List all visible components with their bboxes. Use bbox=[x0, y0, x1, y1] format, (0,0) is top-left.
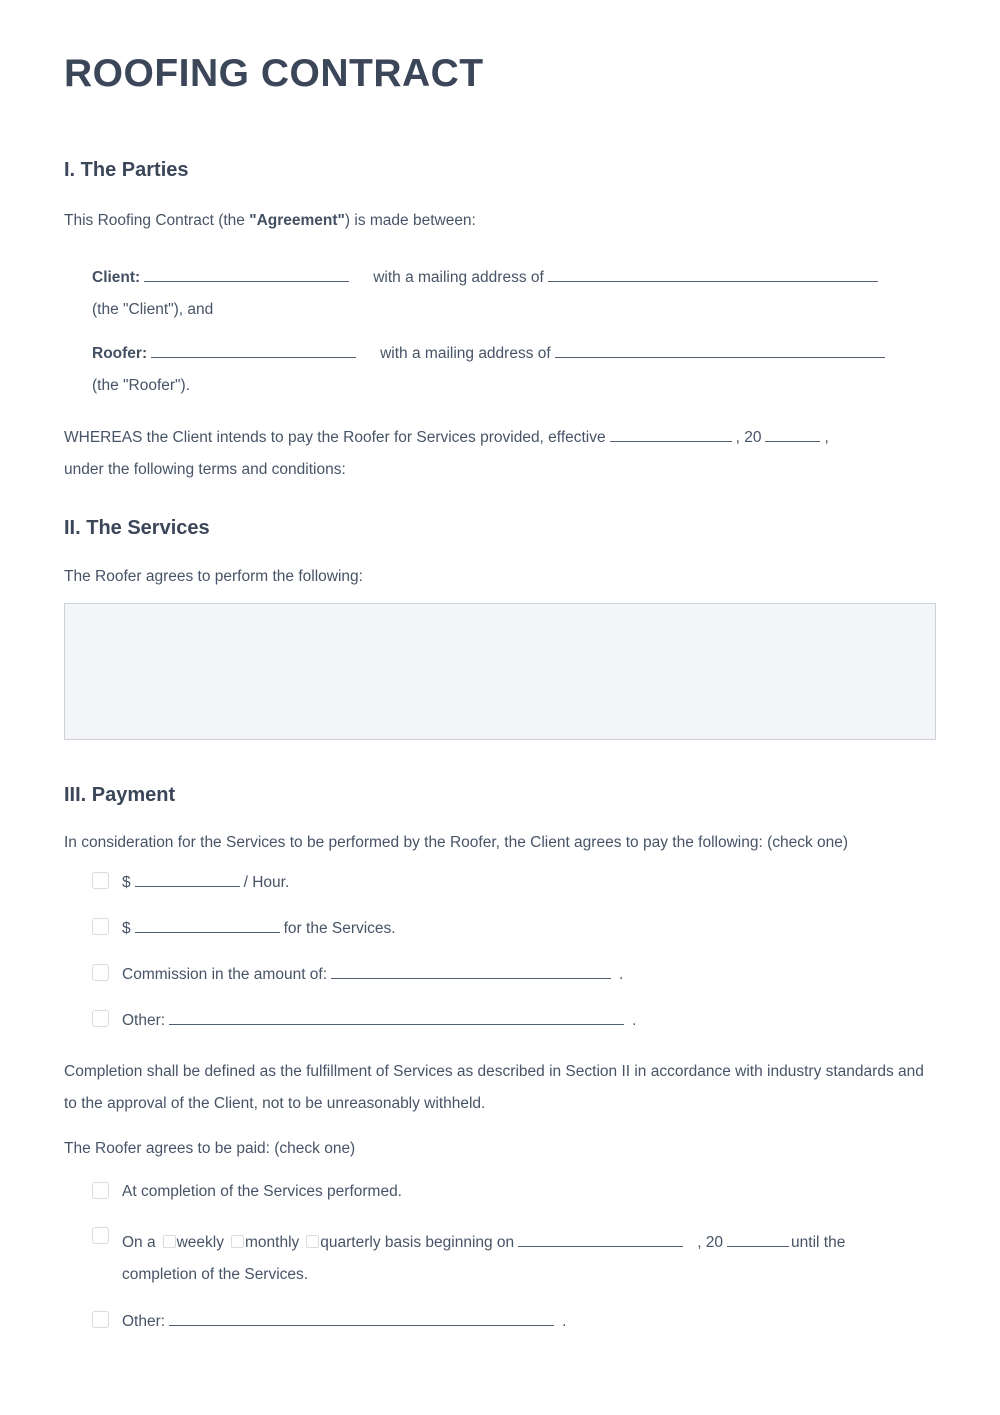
flat-suffix: for the Services. bbox=[283, 920, 396, 937]
client-address-blank[interactable] bbox=[548, 267, 878, 282]
section-heading-services: II. The Services bbox=[64, 517, 210, 539]
quarterly-label: quarterly bbox=[320, 1234, 381, 1251]
payment-option-flat bbox=[92, 918, 936, 938]
schedule-other-suffix: . bbox=[562, 1313, 567, 1330]
recurring-checkbox[interactable] bbox=[92, 1227, 109, 1244]
commission-suffix: . bbox=[619, 966, 624, 983]
schedule-option-completion bbox=[92, 1182, 936, 1201]
hourly-text bbox=[122, 872, 289, 892]
payment-intro: In consideration for the Services to be performed by the Roofer, the Client agrees to pay the following: (check one) bbox=[64, 834, 849, 851]
recurring-comma20: , 20 bbox=[697, 1234, 724, 1251]
schedule-other-text bbox=[122, 1311, 566, 1331]
effective-year-blank[interactable] bbox=[765, 427, 820, 442]
parties-intro-suffix: ) is made between: bbox=[344, 212, 476, 229]
flat-fee-checkbox[interactable] bbox=[92, 918, 109, 935]
recurring-text bbox=[122, 1227, 845, 1291]
schedule-options bbox=[64, 1182, 936, 1331]
recurring-year-blank[interactable] bbox=[727, 1232, 789, 1247]
schedule-other-checkbox[interactable] bbox=[92, 1311, 109, 1328]
services-intro: The Roofer agrees to perform the following: bbox=[64, 568, 363, 585]
commission-text bbox=[122, 964, 623, 984]
payment-option-other bbox=[92, 1010, 936, 1030]
weekly-label: weekly bbox=[176, 1234, 224, 1251]
client-mailing-text: with a mailing address of bbox=[373, 269, 544, 286]
whereas-mid: , 20 bbox=[735, 429, 762, 446]
roofer-address-blank[interactable] bbox=[555, 343, 885, 358]
schedule-other-blank[interactable] bbox=[169, 1311, 554, 1326]
recurring-line2: completion of the Services. bbox=[122, 1266, 309, 1283]
commission-amount-blank[interactable] bbox=[331, 964, 611, 979]
payment-options bbox=[64, 872, 936, 1030]
document-title: ROOFING CONTRACT bbox=[64, 52, 484, 95]
client-tail: (the "Client"), and bbox=[92, 301, 214, 318]
parties-intro-agreement: "Agreement" bbox=[249, 212, 345, 229]
roofer-label: Roofer: bbox=[92, 345, 148, 362]
whereas-line2: under the following terms and conditions: bbox=[64, 461, 346, 478]
commission-checkbox[interactable] bbox=[92, 964, 109, 981]
flat-currency: $ bbox=[122, 920, 131, 937]
client-label: Client: bbox=[92, 269, 141, 286]
section-heading-parties: I. The Parties bbox=[64, 159, 189, 181]
quarterly-checkbox[interactable] bbox=[306, 1235, 319, 1248]
whereas-tail: , bbox=[824, 429, 829, 446]
client-name-blank[interactable] bbox=[144, 267, 349, 282]
flat-fee-text bbox=[122, 918, 396, 938]
payment-option-hourly bbox=[92, 872, 936, 892]
hourly-rate-blank[interactable] bbox=[135, 872, 240, 887]
hourly-checkbox[interactable] bbox=[92, 872, 109, 889]
monthly-checkbox[interactable] bbox=[231, 1235, 244, 1248]
payment-other-blank[interactable] bbox=[169, 1010, 624, 1025]
completion-note: Completion shall be defined as the fulfillment of Services as described in Section II in accordance with industry standards and to the approval of the Client, not to be unreasonably withheld. bbox=[64, 1063, 924, 1112]
recurring-prefix: On a bbox=[122, 1234, 156, 1251]
schedule-other-prefix: Other: bbox=[122, 1313, 166, 1330]
services-textarea[interactable] bbox=[64, 603, 936, 740]
weekly-checkbox[interactable] bbox=[163, 1235, 176, 1248]
whereas-paragraph bbox=[64, 422, 936, 486]
roofer-line bbox=[92, 338, 936, 370]
schedule-option-other bbox=[92, 1311, 936, 1331]
payment-other-prefix: Other: bbox=[122, 1012, 166, 1029]
effective-date-blank[interactable] bbox=[610, 427, 732, 442]
whereas-text: WHEREAS the Client intends to pay the Roofer for Services provided, effective bbox=[64, 429, 606, 446]
commission-prefix: Commission in the amount of: bbox=[122, 966, 328, 983]
payment-other-checkbox[interactable] bbox=[92, 1010, 109, 1027]
parties-intro-prefix: This Roofing Contract (the bbox=[64, 212, 250, 229]
client-line bbox=[92, 262, 936, 294]
flat-amount-blank[interactable] bbox=[135, 918, 280, 933]
hourly-currency: $ bbox=[122, 874, 131, 891]
payment-option-commission bbox=[92, 964, 936, 984]
parties-intro bbox=[64, 210, 936, 232]
recurring-mid: basis beginning on bbox=[384, 1234, 515, 1251]
section-heading-payment: III. Payment bbox=[64, 784, 176, 806]
recurring-start-date-blank[interactable] bbox=[518, 1232, 683, 1247]
client-block bbox=[92, 262, 936, 326]
roofer-name-blank[interactable] bbox=[151, 343, 356, 358]
roofer-tail: (the "Roofer"). bbox=[92, 377, 191, 394]
at-completion-text: At completion of the Services performed. bbox=[122, 1183, 402, 1200]
whereas-line1 bbox=[64, 422, 936, 454]
roofer-block bbox=[92, 338, 936, 402]
at-completion-checkbox[interactable] bbox=[92, 1182, 109, 1199]
payment-other-text bbox=[122, 1010, 636, 1030]
payment-other-suffix: . bbox=[632, 1012, 637, 1029]
schedule-option-recurring bbox=[92, 1227, 936, 1291]
hourly-suffix: / Hour. bbox=[243, 874, 290, 891]
schedule-intro: The Roofer agrees to be paid: (check one) bbox=[64, 1140, 356, 1157]
monthly-label: monthly bbox=[245, 1234, 300, 1251]
roofer-mailing-text: with a mailing address of bbox=[380, 345, 551, 362]
recurring-until: until the bbox=[791, 1234, 846, 1251]
